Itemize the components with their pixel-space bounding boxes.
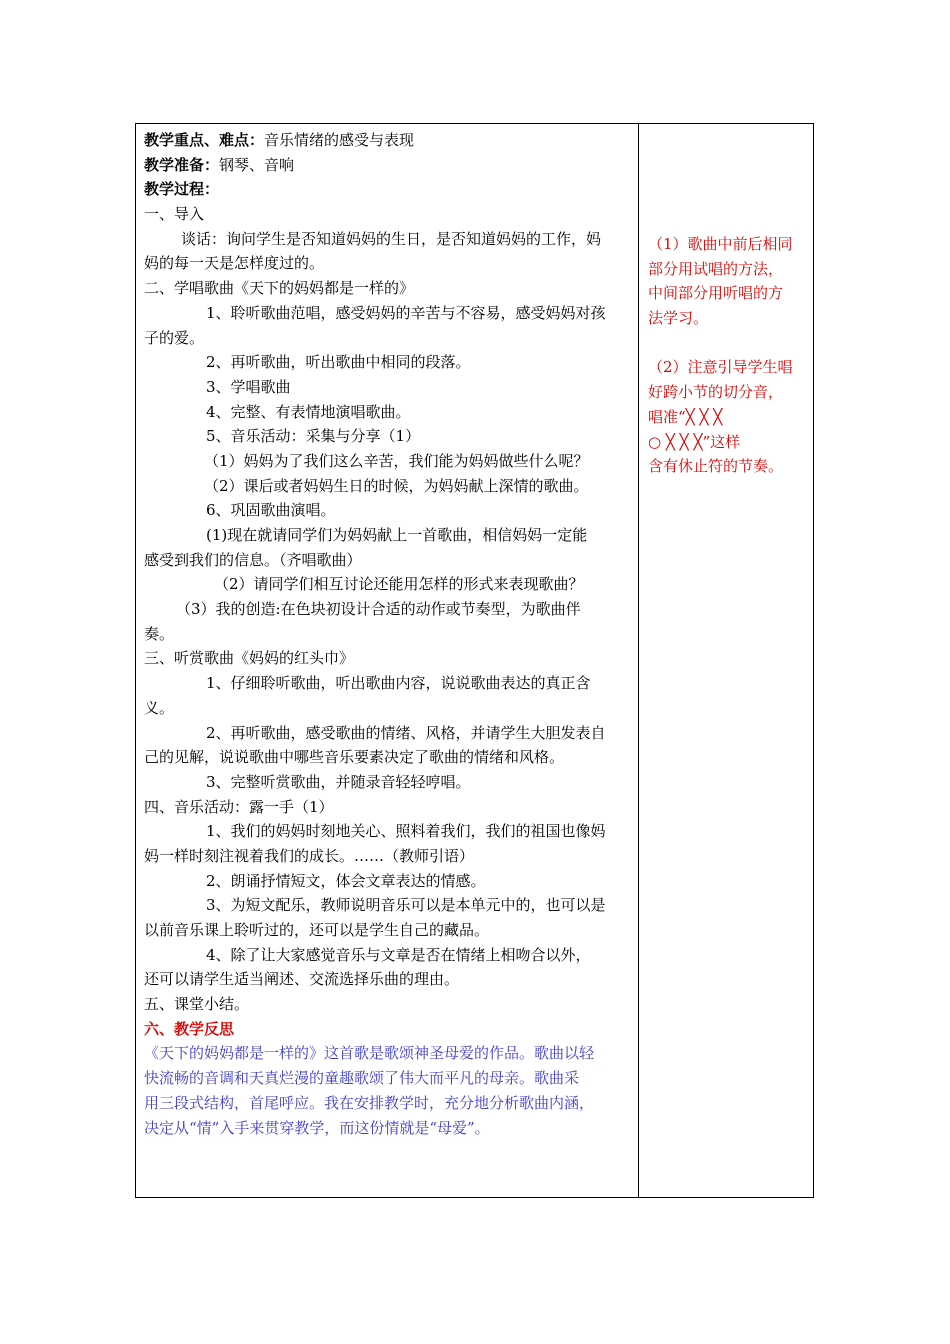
text-line: 3、为短文配乐，教师说明音乐可以是本单元中的，也可以是 — [206, 896, 606, 915]
note-line: 含有休止符的节奏。 — [648, 457, 784, 476]
teaching-notes — [648, 232, 808, 479]
text-line: (1)现在就请同学们为妈妈献上一首歌曲，相信妈妈一定能 — [206, 526, 588, 544]
text-line: 4、除了让大家感觉音乐与文章是否在情绪上相吻合以外， — [206, 945, 591, 964]
text-line: 4、完整、有表情地演唱歌曲。 — [206, 402, 411, 421]
key-points-text: 音乐情绪的感受与表现 — [264, 131, 415, 149]
reflection-heading: 六、教学反思 — [144, 1019, 235, 1038]
note-line: （1）歌曲中前后相同 — [648, 235, 793, 253]
text-line: 妈一样时刻注视着我们的成长。……（教师引语） — [144, 846, 475, 865]
text-line: 义。 — [144, 698, 175, 717]
note-line: （2）注意引导学生唱 — [648, 358, 793, 377]
reflection-line: 《天下的妈妈都是一样的》这首歌是歌颂神圣母爱的作品。歌曲以轻 — [144, 1044, 595, 1063]
note-line: 唱准“╳ ╳ ╳ — [648, 407, 723, 426]
section-learn-song: 二、学唱歌曲《天下的妈妈都是一样的》 — [144, 279, 415, 298]
note-line: 法学习。 — [648, 309, 709, 328]
text-line: 1、我们的妈妈时刻地关心、照料着我们，我们的祖国也像妈 — [206, 822, 606, 841]
text-line: 还可以请学生适当阐述、交流选择乐曲的理由。 — [144, 970, 460, 989]
note-line: 部分用试唱的方法， — [648, 259, 784, 278]
text-line: 2、再听歌曲，感受歌曲的情绪、风格，并请学生大胆发表自 — [206, 723, 606, 742]
key-points-line — [144, 128, 634, 153]
text-line: （3）我的创造:在色块初设计合适的动作或节奏型，为歌曲伴 — [176, 600, 581, 619]
section-activity: 四、音乐活动：露一手（1） — [144, 797, 334, 816]
note-line: ○ ╳ ╳ ╳”这样 — [648, 432, 741, 451]
text-line: 3、学唱歌曲 — [206, 377, 291, 396]
section-listen-song: 三、听赏歌曲《妈妈的红头巾》 — [144, 649, 355, 668]
lesson-content — [144, 128, 634, 1140]
preparation-label: 教学准备： — [144, 155, 220, 174]
text-line: 2、朗诵抒情短文，体会文章表达的情感。 — [206, 871, 486, 890]
section-intro: 一、导入 — [144, 205, 205, 224]
text-line: 1、聆听歌曲范唱，感受妈妈的辛苦与不容易，感受妈妈对孩 — [206, 303, 606, 322]
text-line: 2、再听歌曲，听出歌曲中相同的段落。 — [206, 353, 471, 372]
text-line: （2）课后或者妈妈生日的时候，为妈妈献上深情的歌曲。 — [204, 476, 589, 495]
text-line: 3、完整听赏歌曲，并随录音轻轻哼唱。 — [206, 772, 471, 791]
text-line: 妈的每一天是怎样度过的。 — [144, 254, 325, 273]
text-line: 5、音乐活动：采集与分享（1） — [206, 427, 421, 446]
reflection-line: 用三段式结构，首尾呼应。我在安排教学时，充分地分析歌曲内涵， — [144, 1093, 595, 1112]
lesson-table — [135, 123, 814, 1198]
text-line: 1、仔细聆听歌曲，听出歌曲内容，说说歌曲表达的真正含 — [206, 674, 591, 693]
text-line: 感受到我们的信息。（齐唱歌曲） — [144, 550, 362, 569]
column-divider — [638, 124, 639, 1197]
process-label: 教学过程： — [144, 180, 220, 199]
text-line: （1）妈妈为了我们这么辛苦，我们能为妈妈做些什么呢？ — [204, 451, 589, 470]
key-points-label: 教学重点、难点： — [144, 131, 265, 149]
text-line: 谈话：询问学生是否知道妈妈的生日，是否知道妈妈的工作，妈 — [181, 229, 602, 248]
preparation-text: 钢琴、音响 — [219, 155, 295, 174]
reflection-line: 决定从“情”入手来贯穿教学，而这份情就是“母爱”。 — [144, 1118, 490, 1137]
text-line: 6、巩固歌曲演唱。 — [206, 501, 336, 520]
preparation-line — [144, 153, 634, 178]
text-line: 以前音乐课上聆听过的，还可以是学生自己的藏品。 — [144, 921, 490, 939]
note-line: 好跨小节的切分音， — [648, 383, 784, 402]
text-line: （2）请同学们相互讨论还能用怎样的形式来表现歌曲？ — [214, 575, 584, 594]
reflection-line: 快流畅的音调和天真烂漫的童趣歌颂了伟大而平凡的母亲。歌曲采 — [144, 1069, 580, 1088]
text-line: 己的见解，说说歌曲中哪些音乐要素决定了歌曲的情绪和风格。 — [144, 748, 565, 767]
note-line: 中间部分用听唱的方 — [648, 284, 784, 303]
text-line: 奏。 — [144, 624, 175, 643]
section-summary: 五、课堂小结。 — [144, 995, 250, 1014]
text-line: 子的爱。 — [144, 328, 205, 347]
